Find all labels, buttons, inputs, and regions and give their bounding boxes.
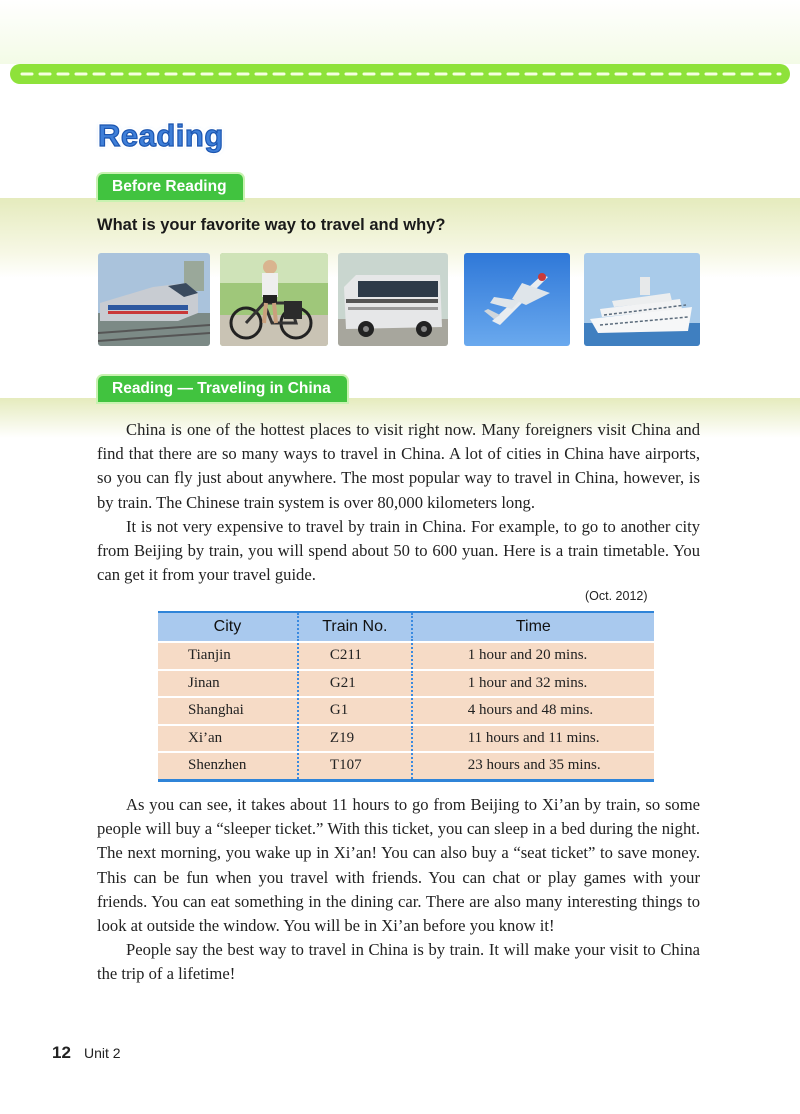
page-number: 12 <box>52 1043 71 1062</box>
cell-time: 1 hour and 20 mins. <box>412 642 654 670</box>
header-time: Time <box>412 612 654 642</box>
cell-train-no: G1 <box>298 697 412 725</box>
reading-text-part-1 <box>97 418 700 587</box>
timetable-header-row <box>158 612 654 642</box>
reading-text-part-2 <box>97 793 700 987</box>
train-photo-icon <box>98 253 210 346</box>
cell-city: Shenzhen <box>158 752 298 780</box>
header-city: City <box>158 612 298 642</box>
timetable-date: (Oct. 2012) <box>585 589 648 603</box>
reading-paragraph: As you can see, it takes about 11 hours to go from Beijing to Xi’an by train, so some people will buy a “sleeper ticket.” With this ticket, you can sleep in a bed during the night. The next morning, you wake up in Xi’an! You can also buy a “seat ticket” to save money. This can be fun when you travel with friends. You can chat or play games with your friends. You can eat something in the dining car. There are also many interesting things to look at outside the window. You will be in Xi’an before you know it! <box>97 795 700 936</box>
cell-train-no: C211 <box>298 642 412 670</box>
decorative-stripe <box>10 64 790 84</box>
table-row <box>158 642 654 670</box>
cell-city: Jinan <box>158 670 298 698</box>
reading-tab: Reading — Traveling in China <box>98 376 347 402</box>
page-heading: Reading <box>98 118 224 153</box>
cell-city: Tianjin <box>158 642 298 670</box>
cell-time: 1 hour and 32 mins. <box>412 670 654 698</box>
cell-time: 4 hours and 48 mins. <box>412 697 654 725</box>
header-train-no: Train No. <box>298 612 412 642</box>
travel-photos <box>98 253 700 346</box>
cell-train-no: G21 <box>298 670 412 698</box>
airplane-photo-icon <box>464 253 570 346</box>
train-timetable <box>158 611 654 782</box>
cell-time: 23 hours and 35 mins. <box>412 752 654 780</box>
reading-paragraph: China is one of the hottest places to visit right now. Many foreigners visit China and find that there are so many ways to travel in China. A lot of cities in China have airports, so you can fly just about anywhere. The most popular way to travel in China, however, is by train. The Chinese train system is over 80,000 kilometers long. <box>97 420 700 512</box>
page-top-band <box>0 0 800 64</box>
cell-city: Xi’an <box>158 725 298 753</box>
reading-paragraph: It is not very expensive to travel by train in China. For example, to go to another city from Beijing by train, you will spend about 50 to 600 yuan. Here is a train timetable. You can get it from your travel guide. <box>97 516 700 585</box>
unit-label: Unit 2 <box>84 1045 121 1061</box>
reading-paragraph: People say the best way to travel in China is by train. It will make your visit to China the trip of a lifetime! <box>97 940 700 984</box>
before-reading-question: What is your favorite way to travel and why? <box>97 216 446 234</box>
bus-photo-icon <box>338 253 448 346</box>
table-row <box>158 725 654 753</box>
before-reading-tab: Before Reading <box>98 174 243 200</box>
cell-time: 11 hours and 11 mins. <box>412 725 654 753</box>
cell-city: Shanghai <box>158 697 298 725</box>
cruise-ship-photo-icon <box>584 253 700 346</box>
cell-train-no: T107 <box>298 752 412 780</box>
cell-train-no: Z19 <box>298 725 412 753</box>
table-row <box>158 697 654 725</box>
table-row <box>158 670 654 698</box>
table-row <box>158 752 654 780</box>
bicycle-photo-icon <box>220 253 328 346</box>
